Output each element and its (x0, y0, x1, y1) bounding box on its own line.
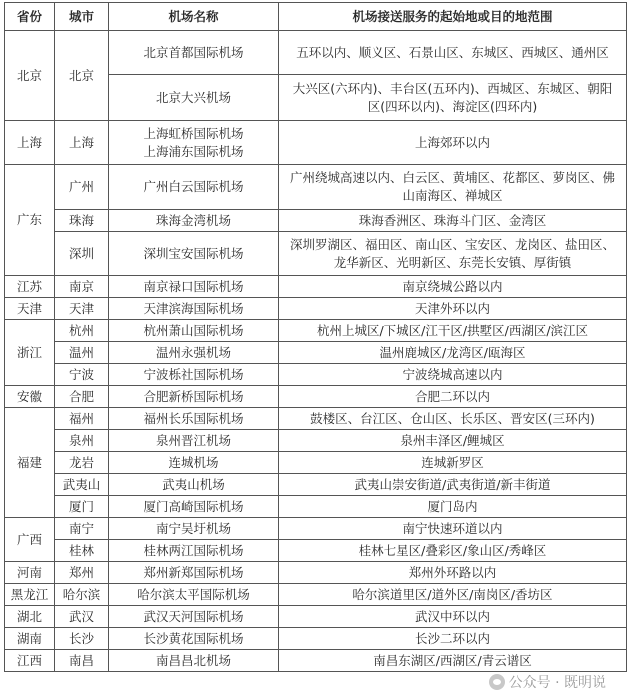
city-cell: 宁波 (55, 364, 109, 386)
watermark-text: 公众号 · 既明说 (508, 675, 606, 691)
scope-cell: 南宁快速环道以内 (279, 518, 627, 540)
table-row (5, 210, 627, 232)
scope-cell: 珠海香洲区、珠海斗门区、金湾区 (279, 210, 627, 232)
table-row (5, 452, 627, 474)
province-cell: 浙江 (5, 320, 55, 386)
airport-cell: 广州白云国际机场 (109, 165, 279, 210)
airport-cell: 温州永强机场 (109, 342, 279, 364)
airport-cell: 北京大兴机场 (109, 75, 279, 121)
scope-cell: 杭州上城区/下城区/江干区/拱墅区/西湖区/滨江区 (279, 320, 627, 342)
table-row (5, 165, 627, 210)
scope-cell: 温州鹿城区/龙湾区/瓯海区 (279, 342, 627, 364)
airport-cell: 哈尔滨太平国际机场 (109, 584, 279, 606)
airport-cell: 北京首都国际机场 (109, 31, 279, 75)
city-cell: 杭州 (55, 320, 109, 342)
airport-cell: 珠海金湾机场 (109, 210, 279, 232)
city-cell: 哈尔滨 (55, 584, 109, 606)
scope-cell: 武汉中环以内 (279, 606, 627, 628)
city-cell: 南昌 (55, 650, 109, 672)
province-cell: 湖北 (5, 606, 55, 628)
table-row (5, 276, 627, 298)
watermark (489, 672, 606, 692)
city-cell: 珠海 (55, 210, 109, 232)
airport-cell: 合肥新桥国际机场 (109, 386, 279, 408)
airport-cell: 天津滨海国际机场 (109, 298, 279, 320)
city-cell: 郑州 (55, 562, 109, 584)
airport-cell: 南宁吴圩机场 (109, 518, 279, 540)
province-cell: 广西 (5, 518, 55, 562)
airport-cell: 泉州晋江机场 (109, 430, 279, 452)
table-row (5, 342, 627, 364)
header-row (5, 3, 627, 31)
city-cell: 合肥 (55, 386, 109, 408)
table-row (5, 232, 627, 276)
scope-cell: 武夷山崇安街道/武夷街道/新丰街道 (279, 474, 627, 496)
scope-cell: 深圳罗湖区、福田区、南山区、宝安区、龙岗区、盐田区、龙华新区、光明新区、东莞长安镇、厚街镇 (279, 232, 627, 276)
airport-cell: 南昌昌北机场 (109, 650, 279, 672)
city-cell: 厦门 (55, 496, 109, 518)
province-cell: 黑龙江 (5, 584, 55, 606)
city-cell: 龙岩 (55, 452, 109, 474)
table-row (5, 628, 627, 650)
scope-cell: 五环以内、顺义区、石景山区、东城区、西城区、通州区 (279, 31, 627, 75)
city-cell: 南宁 (55, 518, 109, 540)
scope-cell: 长沙二环以内 (279, 628, 627, 650)
table-row (5, 518, 627, 540)
scope-cell: 天津外环以内 (279, 298, 627, 320)
airport-cell: 杭州萧山国际机场 (109, 320, 279, 342)
airport-cell: 厦门高崎国际机场 (109, 496, 279, 518)
scope-cell: 南京绕城公路以内 (279, 276, 627, 298)
scope-cell: 宁波绕城高速以内 (279, 364, 627, 386)
airport-name: 上海浦东国际机场 (143, 143, 244, 159)
scope-cell: 上海郊环以内 (279, 121, 627, 165)
city-cell: 上海 (55, 121, 109, 165)
province-cell: 上海 (5, 121, 55, 165)
header-scope: 机场接送服务的起始地或目的地范围 (279, 3, 627, 31)
airport-cell: 桂林两江国际机场 (109, 540, 279, 562)
province-cell: 湖南 (5, 628, 55, 650)
airport-cell: 深圳宝安国际机场 (109, 232, 279, 276)
province-cell: 广东 (5, 165, 55, 276)
airport-cell: 郑州新郑国际机场 (109, 562, 279, 584)
airport-cell: 南京禄口国际机场 (109, 276, 279, 298)
table-row (5, 430, 627, 452)
province-cell: 江苏 (5, 276, 55, 298)
airport-cell: 长沙黄花国际机场 (109, 628, 279, 650)
header-province: 省份 (5, 3, 55, 31)
table-row (5, 562, 627, 584)
city-cell: 天津 (55, 298, 109, 320)
airport-name: 上海虹桥国际机场 (143, 125, 244, 141)
scope-cell: 桂林七星区/叠彩区/象山区/秀峰区 (279, 540, 627, 562)
city-cell: 广州 (55, 165, 109, 210)
table-row (5, 386, 627, 408)
table-row (5, 606, 627, 628)
scope-cell: 连城新罗区 (279, 452, 627, 474)
table-row (5, 474, 627, 496)
table-row (5, 408, 627, 430)
province-cell: 江西 (5, 650, 55, 672)
table-row (5, 320, 627, 342)
airport-cell: 福州长乐国际机场 (109, 408, 279, 430)
province-cell: 河南 (5, 562, 55, 584)
city-cell: 深圳 (55, 232, 109, 276)
table-row (5, 31, 627, 75)
scope-cell: 大兴区(六环内)、丰台区(五环内)、西城区、东城区、朝阳区(四环以内)、海淀区(四环内) (279, 75, 627, 121)
table-row (5, 540, 627, 562)
scope-cell: 泉州丰泽区/鲤城区 (279, 430, 627, 452)
airport-cell (109, 121, 279, 165)
airport-cell: 宁波栎社国际机场 (109, 364, 279, 386)
city-cell: 南京 (55, 276, 109, 298)
city-cell: 福州 (55, 408, 109, 430)
city-cell: 北京 (55, 31, 109, 121)
province-cell: 北京 (5, 31, 55, 121)
airport-cell: 武汉天河国际机场 (109, 606, 279, 628)
wechat-icon (489, 674, 505, 690)
city-cell: 武夷山 (55, 474, 109, 496)
scope-cell: 广州绕城高速以内、白云区、黄埔区、花都区、萝岗区、佛山南海区、禅城区 (279, 165, 627, 210)
province-cell: 安徽 (5, 386, 55, 408)
table-row (5, 584, 627, 606)
city-cell: 桂林 (55, 540, 109, 562)
table-row (5, 298, 627, 320)
scope-cell: 鼓楼区、台江区、仓山区、长乐区、晋安区(三环内) (279, 408, 627, 430)
scope-cell: 哈尔滨道里区/道外区/南岗区/香坊区 (279, 584, 627, 606)
table-row (5, 496, 627, 518)
city-cell: 武汉 (55, 606, 109, 628)
airport-cell: 连城机场 (109, 452, 279, 474)
province-cell: 天津 (5, 298, 55, 320)
scope-cell: 合肥二环以内 (279, 386, 627, 408)
header-airport: 机场名称 (109, 3, 279, 31)
city-cell: 长沙 (55, 628, 109, 650)
airport-cell: 武夷山机场 (109, 474, 279, 496)
table-row (5, 650, 627, 672)
header-city: 城市 (55, 3, 109, 31)
table-row (5, 364, 627, 386)
scope-cell: 厦门岛内 (279, 496, 627, 518)
scope-cell: 郑州外环路以内 (279, 562, 627, 584)
table-row (5, 121, 627, 165)
city-cell: 泉州 (55, 430, 109, 452)
province-cell: 福建 (5, 408, 55, 518)
airport-service-table (4, 2, 627, 672)
scope-cell: 南昌东湖区/西湖区/青云谱区 (279, 650, 627, 672)
city-cell: 温州 (55, 342, 109, 364)
